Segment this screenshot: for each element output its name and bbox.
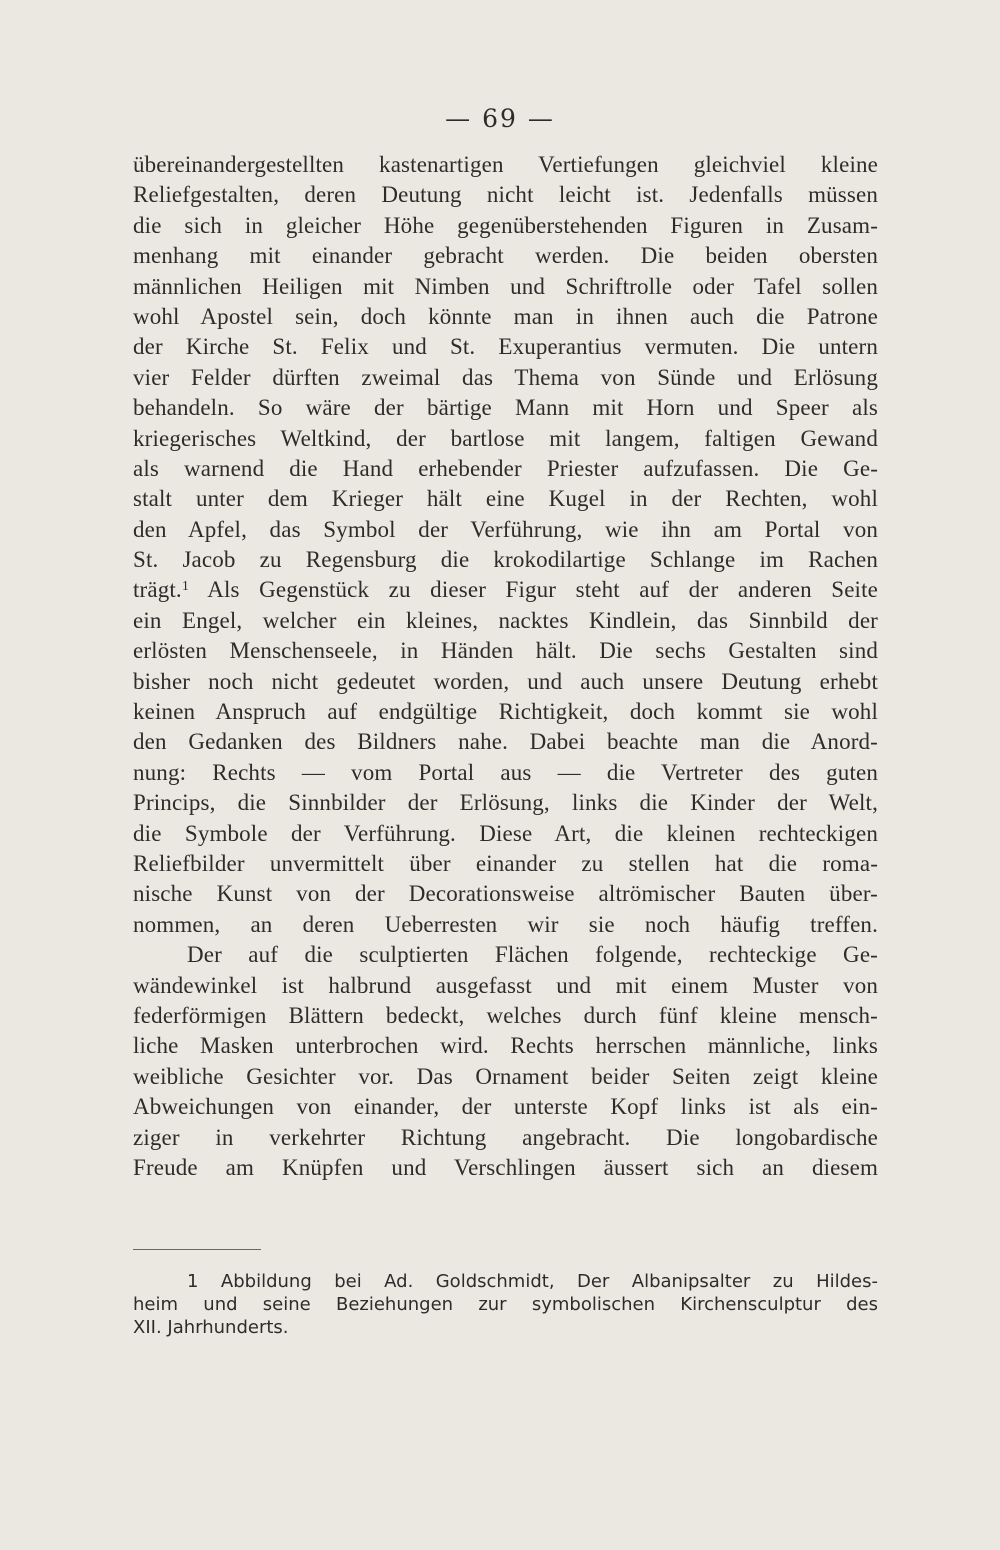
text-line: liche Masken unterbrochen wird. Rechts herrschen männliche, links (133, 1033, 878, 1059)
text-line: kriegerisches Weltkind, der bartlose mit langem, faltigen Gewand (133, 425, 878, 451)
text-line: stalt unter dem Krieger hält eine Kugel in der Rechten, wohl (133, 486, 878, 512)
text-line: wändewinkel ist halbrund ausgefasst und mit einem Muster von (133, 972, 878, 998)
text-line: männlichen Heiligen mit Nimben und Schriftrolle oder Tafel sollen (133, 273, 878, 299)
text-line: federförmigen Blättern bedeckt, welches durch fünf kleine mensch- (133, 1002, 878, 1028)
text-line: behandeln. So wäre der bärtige Mann mit Horn und Speer als (133, 395, 878, 421)
footnote-text: Abbildung bei Ad. Goldschmidt, Der Albanipsalter zu Hildes- (198, 1271, 878, 1292)
text-line: erlösten Menschenseele, in Händen hält. Die sechs Gestalten sind (133, 638, 878, 664)
text-line: die Symbole der Verführung. Diese Art, die kleinen rechteckigen (133, 820, 878, 846)
text-line: den Apfel, das Symbol der Verführung, wie ihn am Portal von (133, 516, 878, 542)
body-text (133, 150, 878, 1183)
text-line: St. Jacob zu Regensburg die krokodilartige Schlange im Rachen (133, 547, 878, 573)
paragraph-start-line: Der auf die sculptierten Flächen folgende, rechteckige Ge- (187, 942, 878, 968)
text-line: ein Engel, welcher ein kleines, nacktes Kindlein, das Sinnbild der (133, 607, 878, 633)
footnote-line: XII. Jahrhunderts. (133, 1317, 289, 1338)
text-line: Reliefgestalten, deren Deutung nicht leicht ist. Jedenfalls müssen (133, 182, 878, 208)
text-line: nung: Rechts — vom Portal aus — die Vertreter des guten (133, 759, 878, 785)
text-line: ziger in verkehrter Richtung angebracht. Die longobardische (133, 1124, 878, 1150)
text-line: der Kirche St. Felix und St. Exuperantius vermuten. Die untern (133, 334, 878, 360)
text-line: die sich in gleicher Höhe gegenüberstehenden Figuren in Zusam- (133, 212, 878, 238)
page-number: — 69 — (445, 104, 555, 133)
text-line: vier Felder dürften zweimal das Thema von Sünde und Erlösung (133, 364, 878, 390)
text-line: wohl Apostel sein, doch könnte man in ihnen auch die Patrone (133, 303, 878, 329)
footnote-line (133, 1270, 878, 1293)
text-line: nommen, an deren Ueberresten wir sie noch häufig treffen. (133, 911, 878, 937)
text-segment: Als Gegenstück zu dieser Figur steht auf der anderen Seite (188, 577, 878, 603)
text-line: Reliefbilder unvermittelt über einander zu stellen hat die roma- (133, 850, 878, 876)
text-line: den Gedanken des Bildners nahe. Dabei beachte man die Anord- (133, 729, 878, 755)
text-line: Freude am Knüpfen und Verschlingen äussert sich an diesem (133, 1154, 878, 1180)
footnote-line: heim und seine Beziehungen zur symbolischen Kirchensculptur des (133, 1294, 878, 1315)
text-line: weibliche Gesichter vor. Das Ornament beider Seiten zeigt kleine (133, 1063, 878, 1089)
footnote-marker: 1 (187, 1271, 199, 1292)
footnote (133, 1270, 878, 1339)
text-line: übereinandergestellten kastenartigen Vertiefungen gleichviel kleine (133, 152, 878, 177)
text-line: bisher noch nicht gedeutet worden, und auch unsere Deutung erhebt (133, 668, 878, 694)
footnote-separator (133, 1249, 261, 1250)
text-line: nische Kunst von der Decorationsweise altrömischer Bauten über- (133, 881, 878, 907)
text-line: Abweichungen von einander, der unterste Kopf links ist als ein- (133, 1094, 878, 1120)
text-line-with-footnote-ref (133, 575, 878, 605)
text-segment: trägt. (133, 577, 182, 603)
text-line: als warnend die Hand erhebender Priester aufzufassen. Die Ge- (133, 455, 878, 481)
text-line: menhang mit einander gebracht werden. Die beiden obersten (133, 243, 878, 269)
text-line: Princips, die Sinnbilder der Erlösung, links die Kinder der Welt, (133, 790, 878, 816)
footnote-reference: 1 (181, 579, 189, 595)
text-line: keinen Anspruch auf endgültige Richtigkeit, doch kommt sie wohl (133, 699, 878, 725)
